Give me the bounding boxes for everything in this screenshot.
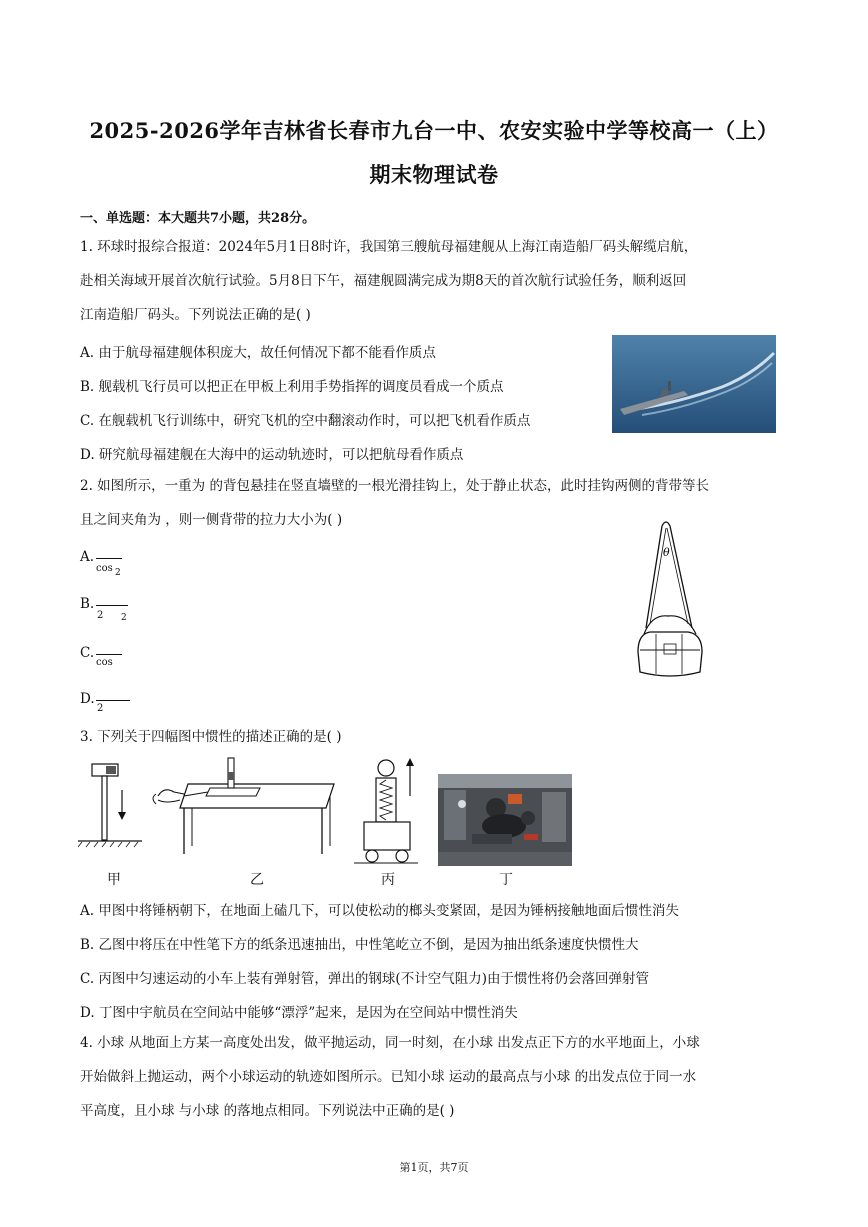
table-pen-diagram [150,756,340,856]
page-title-line2: 期末物理试卷 [369,162,499,187]
q2-option-c-fraction-bar [96,654,122,655]
q1-stem-line3: 江南造船厂码头。下列说法正确的是( ) [80,307,311,323]
space-station-photo [438,774,572,866]
q2-option-d-fraction-bar [96,700,130,701]
q4-stem-line3: 平高度，且小球 与小球 的落地点相同。下列说法中正确的是( ) [80,1103,455,1119]
section-heading: 一、单选题：本大题共7小题，共28分。 [80,211,316,226]
q3-option-c: C. 丙图中匀速运动的小车上装有弹射管，弹出的钢球(不计空气阻力)由于惯性将仍会落回弹射管 [80,971,649,987]
q2-stem-line2: 且之间夹角为 ，则一侧背带的拉力大小为( ) [80,512,343,528]
q2-option-b-label: B. [80,596,95,612]
cart-spring-diagram [350,756,420,866]
q4-stem-line2: 开始做斜上抛运动，两个小球运动的轨迹如图所示。已知小球 运动的最高点与小球 的出发点位于同一水 [80,1069,697,1085]
q2-option-a-subfraction: 2 [115,568,121,578]
q3-option-b: B. 乙图中将压在中性笔下方的纸条迅速抽出，中性笔屹立不倒，是因为抽出纸条速度快惯性大 [80,937,639,953]
q3-option-d: D. 丁图中宇航员在空间站中能够“漂浮”起来，是因为在空间站中惯性消失 [80,1005,518,1021]
q2-option-c [80,642,140,682]
backpack-diagram [630,516,710,682]
q1-option-d: D. 研究航母福建舰在大海中的运动轨迹时，可以把航母看作质点 [80,447,464,463]
caption-jia: 甲 [107,872,121,888]
q1-option-b: B. 舰载机飞行员可以把正在甲板上利用手势指挥的调度员看成一个质点 [80,379,504,395]
q2-option-b-fraction-bar [96,605,128,606]
q2-option-a-denominator: cos [96,563,113,574]
q1-option-a: A. 由于航母福建舰体积庞大，故任何情况下都不能看作质点 [80,345,436,361]
q2-option-a-label: A. [80,549,95,565]
caption-ding: 丁 [499,872,513,888]
theta-label: θ [663,546,670,559]
page-footer: 第1页，共7页 [399,1161,469,1174]
q2-option-c-label: C. [80,645,95,661]
q2-stem-line1: 2. 如图所示，一重为 的背包悬挂在竖直墙壁的一根光滑挂钩上，处于静止状态，此时挂钩两侧的背带等长 [80,478,709,494]
q2-option-b [80,593,140,633]
q3-option-a: A. 甲图中将锤柄朝下，在地面上磕几下，可以使松动的榔头变紧固，是因为锤柄接触地面后惯性消失 [80,903,679,919]
q1-option-c: C. 在舰载机飞行训练中，研究飞机的空中翻滚动作时，可以把飞机看作质点 [80,413,531,429]
q3-stem: 3. 下列关于四幅图中惯性的描述正确的是( ) [80,729,342,745]
q1-stem-line1: 1. 环球时报综合报道：2024年5月1日8时许，我国第三艘航母福建舰从上海江南造船厂码头解缆启航， [80,239,698,255]
page-title-line1: 2025-2026学年吉林省长春市九台一中、农安实验中学等校高一（上） [89,118,779,143]
q2-option-d-denominator: 2 [97,703,104,714]
q2-option-b-denominator-1: 2 [97,610,104,621]
q2-option-c-denominator: cos [96,657,113,668]
q1-stem-line2: 赴相关海域开展首次航行试验。5月8日下午，福建舰圆满完成为期8天的首次航行试验任务，顺利返回 [80,273,687,289]
q2-option-a-fraction-bar [96,558,122,559]
caption-yi: 乙 [250,872,264,888]
q2-option-d-label: D. [80,691,95,707]
caption-bing: 丙 [381,872,395,888]
q2-option-a [80,546,140,586]
aircraft-carrier-photo [612,335,776,433]
q2-option-b-denominator-2: 2 [121,613,127,623]
hammer-diagram [78,760,144,848]
q4-stem-line1: 4. 小球 从地面上方某一高度处出发，做平抛运动，同一时刻，在小球 出发点正下方的水平地面上，小球 [80,1035,700,1051]
